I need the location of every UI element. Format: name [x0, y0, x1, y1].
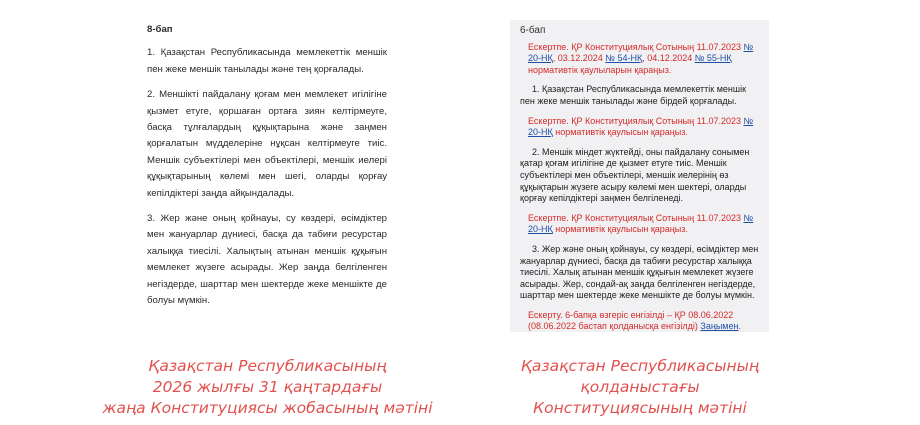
amendment-note: Ескерту. 6-бапқа өзгеріс енгізілді – ҚР 08.06.2022 (08.06.2022 бастап қолданысқа енгізілді) Заңымен. [528, 309, 741, 332]
article-paragraph-2: 2. Меншік міндет жүктейді, оны пайдалану сонымен қатар қоғам игілігіне де қызмет етуге тиіс. Меншік субъектілері мен объектілері, меншік иелерінің өз құқықтарын жүзеге асыру көлемі мен шектері, оларды қорғау кепілдіктері заңмен белгіленеді. [520, 146, 750, 204]
decree-link[interactable]: № 55-НҚ [694, 53, 732, 64]
article-paragraph-3: 3. Жер және оның қойнауы, су көздері, өсімдіктер мен жануарлар дүниесі, басқа да табиғи ресурстар халыққа тиесілі. Халық атынан меншік құқығын мемлекет жүзеге асырады. Жер, сондай-ақ заңда белгіленген негіздерде, шарттар мен шектерде жеке меншікте де болуы мүмкін. [520, 243, 759, 301]
article-paragraph-1: 1. Қазақстан Республикасында мемлекеттік меншік пен жеке меншік танылады және тең қорғалады. [147, 47, 387, 75]
decree-link[interactable]: № 20-НҚ [528, 41, 754, 64]
editorial-note-2: Ескертпе. ҚР Конституциялық Сотының 11.07.2023 № 20-НҚ нормативтік қаулысын қараңыз. [528, 115, 754, 138]
law-link[interactable]: Заңымен [700, 321, 739, 332]
caption-line: Қазақстан Республикасының [148, 357, 387, 375]
decree-link[interactable]: № 54-НҚ [605, 53, 643, 64]
article-paragraph-1: 1. Қазақстан Республикасында мемлекеттік меншік пен жеке меншік танылады және бірдей қорғалады. [520, 84, 747, 106]
editorial-note-1: Ескертпе. ҚР Конституциялық Сотының 11.07.2023 № 20-НҚ, 03.12.2024 № 54-НҚ, 04.12.2024 № 55-НҚ нормативтік қаулыларын қараңыз. [528, 41, 754, 75]
chapter-heading: 6-бап [520, 25, 546, 36]
draft-constitution-text [147, 22, 387, 319]
decree-link[interactable]: № 20-НҚ [528, 115, 754, 138]
caption-line: 2026 жылғы 31 қаңтардағы [152, 378, 383, 396]
caption-line: қолданыстағы [580, 378, 700, 396]
chapter-heading: 8-бап [147, 24, 173, 35]
editorial-note-3: Ескертпе. ҚР Конституциялық Сотының 11.07.2023 № 20-НҚ нормативтік қаулысын қараңыз. [528, 212, 754, 235]
caption-line: Қазақстан Республикасының [520, 357, 760, 375]
left-caption [95, 356, 440, 419]
article-paragraph-3: 3. Жер және оның қойнауы, су көздері, өсімдіктер мен жануарлар дүниесі, басқа да табиғи ресурстар халыққа тиесілі. Халықтың атынан меншік құқығын мемлекет жүзеге асырады. Жер заңда белгіленген негіздерде, шарттар мен шектерде жеке меншікте де болуы мүмкін. [147, 213, 387, 307]
decree-link[interactable]: № 20-НҚ [528, 212, 754, 235]
right-caption [480, 356, 800, 419]
caption-line: жаңа Конституциясы жобасының мәтіні [102, 399, 433, 417]
caption-line: Конституциясының мәтіні [533, 399, 747, 417]
current-constitution-panel [510, 20, 769, 332]
article-paragraph-2: 2. Меншікті пайдалану қоғам мен мемлекет игілігіне қызмет етуге, қоршаған ортаға зиян келтірмеуге, басқа тұлғалардың құқықтарына және заңмен қорғалатын мүдделеріне нұқсан келтірмеуге тиіс. Меншік субъектілері мен объектілері, меншік иелері құқықтарының көлемі мен шегі, оларды қорғау кепілдіктері заңда айқындалады. [147, 89, 387, 199]
